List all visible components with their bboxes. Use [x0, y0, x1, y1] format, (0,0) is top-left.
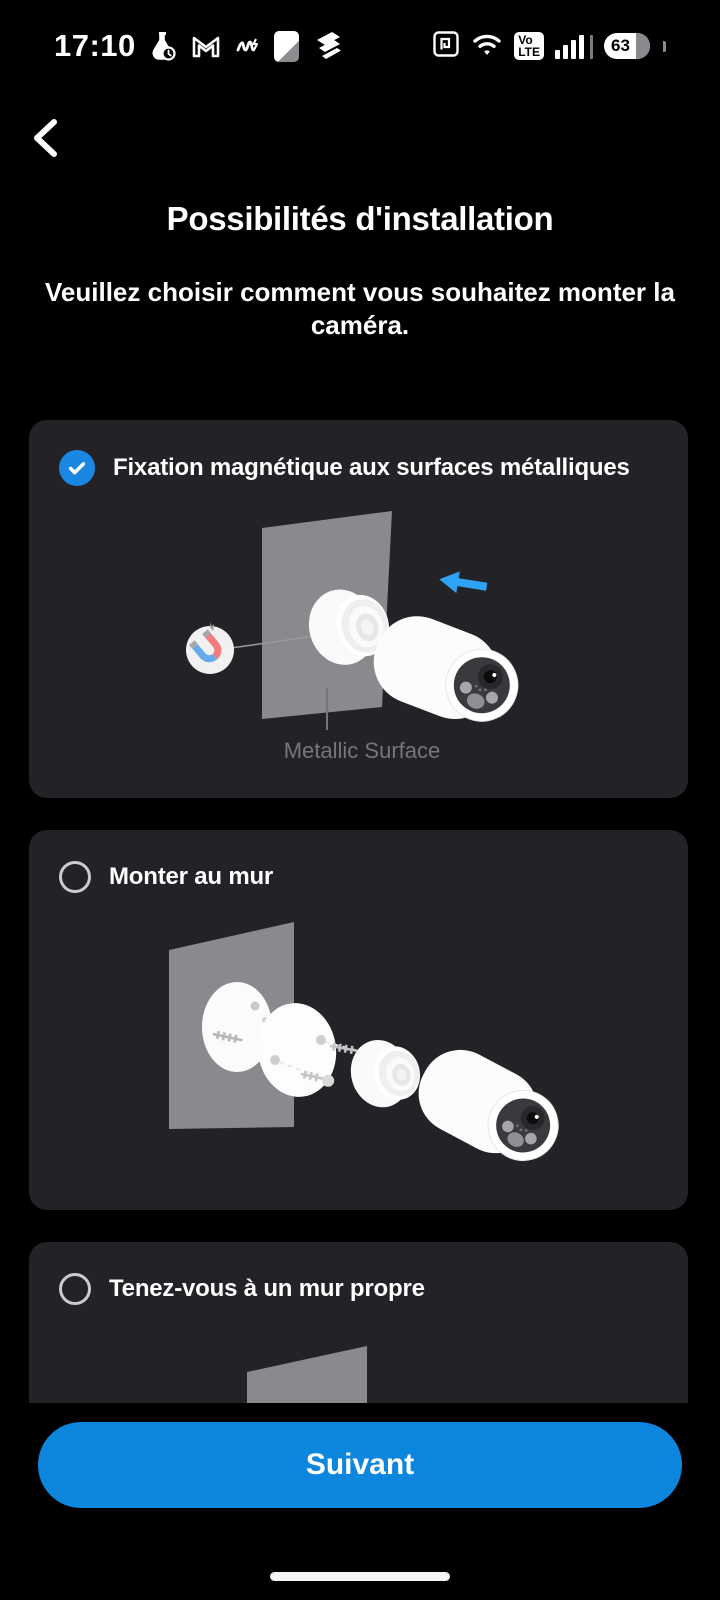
nfc-icon: [432, 30, 460, 63]
magnetic-mount: [300, 578, 397, 673]
gmail-icon: [190, 32, 222, 60]
gesture-handle[interactable]: [270, 1572, 450, 1581]
chevron-left-icon: [28, 117, 64, 159]
camera: [405, 1036, 574, 1179]
signal-strength-icon: [555, 33, 593, 59]
option-card-clean-wall[interactable]: [29, 1242, 688, 1403]
notification-icons: [149, 30, 344, 62]
check-icon: [66, 457, 88, 479]
mounting-disc: [252, 998, 359, 1102]
system-icons: [432, 30, 666, 63]
health-squiggle-icon: [235, 35, 261, 57]
clock: 17:10: [54, 28, 136, 63]
layered-cards-app-icon: [312, 30, 344, 62]
screw: [329, 1042, 358, 1055]
option-radio-unselected[interactable]: [59, 861, 91, 893]
science-flask-timer-icon: [149, 30, 177, 62]
option-checkbox-selected[interactable]: [59, 450, 95, 486]
page-title: Possibilités d'installation: [166, 200, 554, 237]
wifi-icon: [471, 31, 503, 62]
back-button[interactable]: [22, 114, 70, 162]
wall-panel: [169, 922, 294, 1129]
volte-line1: Vo: [518, 33, 533, 47]
status-bar: [0, 18, 720, 74]
metallic-surface-caption: Metallic Surface: [283, 738, 441, 763]
direction-arrow-icon: [438, 568, 489, 597]
wall-panel-partial: [247, 1346, 367, 1403]
battery-nub: [663, 41, 666, 52]
signal-sim2-bar: [590, 35, 593, 59]
volte-badge: [514, 32, 544, 60]
battery-level-text: 63: [611, 36, 630, 55]
option-card-magnetic-mount[interactable]: [29, 420, 688, 798]
option-card-wall-mount[interactable]: [29, 830, 688, 1210]
camera-clean-wall-illustration-partial: [29, 1242, 688, 1403]
option-radio-unselected[interactable]: [59, 1273, 91, 1305]
folded-note-app-icon: [274, 31, 299, 62]
battery-indicator: [604, 33, 650, 59]
option-label: Monter au mur: [109, 863, 274, 890]
option-label: Fixation magnétique aux surfaces métalliques: [113, 454, 630, 481]
next-button[interactable]: Suivant: [38, 1422, 682, 1508]
option-label: Tenez-vous à un mur propre: [109, 1275, 425, 1302]
metallic-surface-panel: [262, 511, 392, 719]
screw: [300, 1069, 336, 1088]
camera-mount: [343, 1030, 427, 1114]
page-subtitle: Veuillez choisir comment vous souhaitez monter la caméra.: [45, 277, 675, 340]
magnet-badge-icon: [186, 621, 234, 674]
camera: [361, 604, 531, 739]
wall-base-plate: [202, 982, 272, 1072]
volte-line2: LTE: [518, 45, 540, 59]
